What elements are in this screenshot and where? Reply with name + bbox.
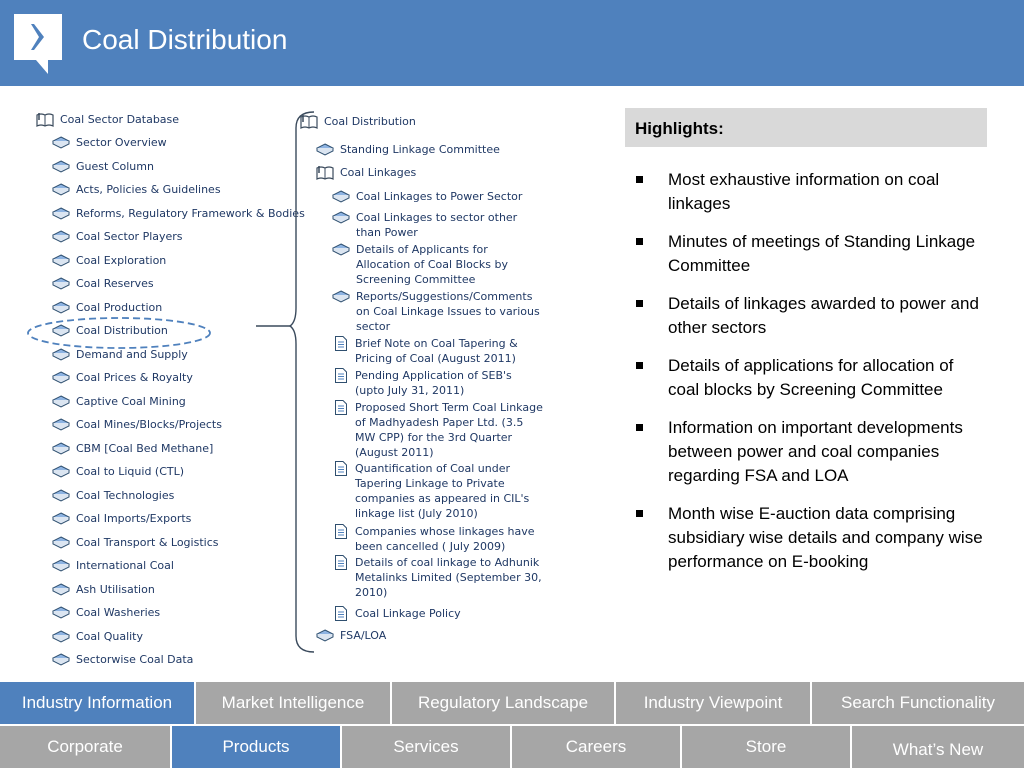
document-icon [335, 368, 347, 383]
nav-tab-industry-information[interactable]: Industry Information [0, 682, 196, 724]
nav-tab-what-s-new[interactable]: What’s New [852, 726, 1024, 768]
tree-item-label: Coal Sector Players [76, 230, 183, 243]
secondary-nav [0, 726, 1024, 768]
tree-item-label: Coal Reserves [76, 277, 154, 290]
book-icon [52, 559, 70, 573]
tree-item-acts-policies-guidelines[interactable] [52, 182, 221, 197]
tree-root-label: Coal Distribution [324, 115, 416, 128]
highlight-bullet [636, 502, 986, 574]
tree-item-coal-prices-royalty[interactable] [52, 370, 193, 385]
primary-nav [0, 682, 1024, 724]
nav-tab-market-intelligence[interactable]: Market Intelligence [196, 682, 392, 724]
tree-item-coal-to-liquid-ctl[interactable] [52, 464, 184, 479]
tree-item-label: Demand and Supply [76, 347, 188, 361]
book-icon [52, 512, 70, 526]
tree-item-label: Ash Utilisation [76, 582, 155, 596]
tree-item-coal-exploration[interactable] [52, 253, 166, 268]
tree-item-coal-technologies[interactable] [52, 488, 174, 503]
tree-root-label: Coal Sector Database [60, 113, 180, 126]
book-icon [52, 653, 70, 667]
book-icon [52, 465, 70, 479]
tree-item-sector-overview[interactable] [52, 135, 167, 150]
tree-item-details-of-coal-linkage-to-adhunik-metal[interactable] [332, 555, 544, 600]
tree-root-coal-sector-database[interactable] [36, 112, 179, 127]
tree-item-label: FSA/LOA [340, 629, 387, 642]
book-icon [52, 418, 70, 432]
chevron-logo-icon [12, 12, 64, 76]
book-icon [52, 606, 70, 620]
tree-item-companies-whose-linkages-have-been-cance[interactable] [332, 524, 544, 554]
tree-item-guest-column[interactable] [52, 159, 154, 174]
tree-item-coal-linkages[interactable] [316, 165, 416, 180]
tree-item-coal-linkages-to-power-sector[interactable] [332, 189, 544, 204]
book-icon [52, 630, 70, 644]
tree-item-label: Reforms, Regulatory Framework & Bodies [76, 206, 305, 220]
tree-item-label: Quantification of Coal under Tapering Linkage to Private companies as appeared in CIL's linkage list (July 2010) [355, 462, 530, 520]
nav-tab-store[interactable]: Store [682, 726, 852, 768]
nav-tab-services[interactable]: Services [342, 726, 512, 768]
header-bar [0, 0, 1024, 86]
book-icon [52, 136, 70, 150]
tree-item-label: Standing Linkage Committee [340, 143, 500, 156]
book-icon [52, 183, 70, 197]
tree-item-standing-linkage-committee[interactable] [316, 142, 500, 157]
tree-item-coal-imports-exports[interactable] [52, 511, 191, 526]
book-icon [52, 254, 70, 268]
tree-item-coal-mines-blocks-projects[interactable] [52, 417, 222, 432]
open-book-icon [316, 165, 334, 180]
tree-item-label: International Coal [76, 559, 174, 572]
tree-item-label: Coal Washeries [76, 606, 161, 619]
book-icon [52, 160, 70, 174]
tree-item-sectorwise-coal-data[interactable] [52, 652, 193, 667]
square-bullet-icon [636, 238, 643, 245]
tree-item-coal-transport-logistics[interactable] [52, 535, 218, 550]
tree-item-label: Captive Coal Mining [76, 394, 186, 408]
expansion-brace [256, 108, 336, 656]
tree-item-label: Coal to Liquid (CTL) [76, 465, 185, 478]
tree-item-pending-application-of-seb-s-upto-july-3[interactable] [332, 368, 544, 398]
tree-item-label: Coal Distribution [76, 324, 168, 337]
square-bullet-icon [636, 424, 643, 431]
tree-item-brief-note-on-coal-tapering-pricing-of-c[interactable] [332, 336, 544, 366]
tree-item-label: Coal Exploration [76, 253, 167, 267]
page-title: Coal Distribution [82, 24, 288, 55]
tree-item-coal-quality[interactable] [52, 629, 143, 644]
tree-item-ash-utilisation[interactable] [52, 582, 155, 597]
tree-item-coal-sector-players[interactable] [52, 229, 183, 244]
tree-item-label: Proposed Short Term Coal Linkage of Madhyadesh Paper Ltd. (3.5 MW CPP) for the 3rd Quarter (August 2011) [355, 401, 543, 459]
highlight-bullet [636, 292, 986, 340]
highlights-title: Highlights: [635, 119, 724, 138]
tree-item-label: Reports/Suggestions/Comments on Coal Linkage Issues to various sector [356, 290, 540, 333]
highlight-text: Information on important developments between power and coal companies regarding FSA and LOA [668, 418, 963, 485]
tree-item-label: Coal Linkages to sector other than Power [356, 211, 518, 239]
book-icon [52, 395, 70, 409]
book-icon [52, 301, 70, 315]
book-icon [52, 207, 70, 221]
tree-item-coal-washeries[interactable] [52, 605, 160, 620]
highlight-bullet [636, 230, 986, 278]
nav-tab-regulatory-landscape[interactable]: Regulatory Landscape [392, 682, 616, 724]
highlight-text: Details of linkages awarded to power and other sectors [668, 294, 979, 337]
open-book-icon [36, 112, 54, 127]
document-icon [335, 555, 347, 570]
book-icon [316, 143, 334, 157]
tree-item-label: CBM [Coal Bed Methane] [76, 441, 214, 455]
tree-item-label: Coal Quality [76, 629, 144, 643]
tree-item-label: Coal Technologies [76, 488, 175, 502]
nav-tab-products[interactable]: Products [172, 726, 342, 768]
square-bullet-icon [636, 300, 643, 307]
tree-item-label: Companies whose linkages have been cancelled ( July 2009) [355, 525, 535, 553]
square-bullet-icon [636, 362, 643, 369]
tree-item-label: Coal Linkages to Power Sector [356, 190, 523, 203]
square-bullet-icon [636, 176, 643, 183]
book-icon [52, 583, 70, 597]
open-book-icon [300, 114, 318, 129]
book-icon [52, 371, 70, 385]
tree-item-reports-suggestions-comments-on-coal-lin[interactable] [332, 289, 544, 334]
book-icon [332, 211, 350, 225]
document-icon [335, 400, 347, 415]
book-icon [52, 230, 70, 244]
tree-item-coal-linkage-policy[interactable] [332, 606, 544, 621]
tree-item-cbm-coal-bed-methane[interactable] [52, 441, 213, 456]
tree-item-proposed-short-term-coal-linkage-of-madh[interactable] [332, 400, 544, 460]
book-icon [52, 489, 70, 503]
tree-item-fsa-loa[interactable] [316, 628, 386, 643]
nav-tab-careers[interactable]: Careers [512, 726, 682, 768]
document-icon [335, 524, 347, 539]
highlights-header [625, 108, 987, 147]
highlight-text: Month wise E-auction data comprising subsidiary wise details and company wise performance on E-booking [668, 504, 983, 571]
highlight-bullet [636, 416, 986, 488]
selection-ellipse [26, 316, 212, 350]
book-icon [332, 290, 350, 304]
tree-item-label: Pending Application of SEB's (upto July 31, 2011) [355, 369, 512, 397]
highlight-text: Minutes of meetings of Standing Linkage Committee [668, 232, 976, 275]
tree-item-label: Sector Overview [76, 136, 167, 149]
tree-item-label: Coal Linkage Policy [355, 607, 461, 620]
tree-item-international-coal[interactable] [52, 558, 174, 573]
tree-item-label: Acts, Policies & Guidelines [76, 183, 221, 196]
nav-tab-corporate[interactable]: Corporate [0, 726, 172, 768]
tree-item-label: Brief Note on Coal Tapering & Pricing of Coal (August 2011) [355, 337, 518, 365]
book-icon [332, 190, 350, 204]
highlight-text: Details of applications for allocation of coal blocks by Screening Committee [668, 356, 954, 399]
book-icon [52, 536, 70, 550]
tree-item-label: Details of Applicants for Allocation of Coal Blocks by Screening Committee [356, 243, 508, 286]
tree-item-label: Coal Production [76, 300, 163, 314]
tree-item-coal-linkages-to-sector-other-than-power[interactable] [332, 210, 544, 240]
tree-item-label: Coal Prices & Royalty [76, 371, 193, 384]
document-icon [335, 461, 347, 476]
document-icon [335, 336, 347, 351]
tree-item-label: Details of coal linkage to Adhunik Metalinks Limited (September 30, 2010) [355, 556, 542, 599]
tree-item-label: Coal Mines/Blocks/Projects [76, 418, 222, 431]
nav-tab-search-functionality[interactable]: Search Functionality [812, 682, 1024, 724]
highlight-bullet [636, 354, 986, 402]
tree-root-coal-distribution[interactable] [300, 114, 416, 129]
highlight-bullet [636, 168, 986, 216]
highlight-text: Most exhaustive information on coal linkages [668, 170, 940, 213]
tree-item-details-of-applicants-for-allocation-of-[interactable] [332, 242, 544, 287]
tree-item-coal-reserves[interactable] [52, 276, 154, 291]
tree-item-quantification-of-coal-under-tapering-li[interactable] [332, 461, 544, 521]
document-icon [335, 606, 347, 621]
book-icon [52, 277, 70, 291]
tree-item-label: Guest Column [76, 159, 154, 173]
nav-tab-industry-viewpoint[interactable]: Industry Viewpoint [616, 682, 812, 724]
tree-item-label: Coal Transport & Logistics [76, 535, 219, 549]
square-bullet-icon [636, 510, 643, 517]
tree-item-label: Coal Linkages [340, 166, 417, 179]
tree-item-label: Sectorwise Coal Data [76, 653, 194, 666]
tree-item-coal-production[interactable] [52, 300, 162, 315]
tree-item-label: Coal Imports/Exports [76, 512, 192, 525]
book-icon [52, 442, 70, 456]
tree-item-captive-coal-mining[interactable] [52, 394, 186, 409]
book-icon [316, 629, 334, 643]
book-icon [332, 243, 350, 257]
highlights-list [636, 168, 986, 588]
